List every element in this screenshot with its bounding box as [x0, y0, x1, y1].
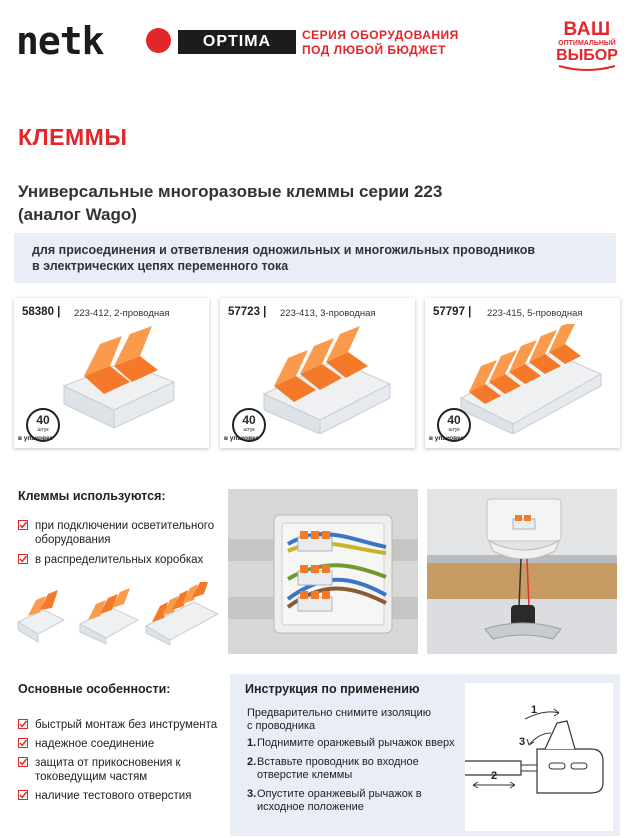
junction-box-photo	[228, 489, 418, 654]
list-item	[18, 737, 218, 751]
list-item	[18, 789, 218, 803]
badge-underline-icon	[553, 64, 621, 72]
list-item-text: при подключении осветительного оборудования	[35, 520, 215, 546]
product-desc: 223-413, 3-проводная	[280, 308, 376, 319]
purpose-text	[32, 242, 602, 274]
list-item	[18, 718, 218, 732]
instructions-steps	[247, 737, 457, 820]
step-number: 3.	[247, 788, 257, 800]
instruction-step	[247, 737, 457, 750]
badge-line-1: ВАШ	[563, 19, 611, 40]
list-item-text: наличие тестового отверстия	[35, 790, 192, 802]
brand-sublogo: OPTIMA	[178, 30, 296, 54]
instructions-title: Инструкция по применению	[245, 682, 420, 696]
purpose-line-2: в электрических цепях переменного тока	[32, 259, 289, 273]
terminal-2wire-image	[44, 324, 194, 434]
pack-count: 40	[36, 413, 50, 427]
list-item-text: надежное соединение	[35, 738, 155, 750]
pack-unit: штук	[37, 427, 49, 433]
list-item	[18, 756, 218, 784]
check-icon	[18, 520, 28, 530]
list-item-text: в распределительных коробках	[35, 554, 204, 566]
subtitle-line-2: (аналог Wago)	[18, 205, 137, 224]
features-list	[18, 718, 218, 808]
step-text: Вставьте проводник во входное отверстие клеммы	[257, 756, 419, 781]
instructions-intro: Предварительно снимите изоляцию с проводника	[247, 707, 432, 732]
list-item	[18, 553, 218, 567]
badge-line-2: ОПТИМАЛЬНЫЙ	[558, 40, 616, 47]
subtitle-line-1: Универсальные многоразовые клеммы серии 223	[18, 182, 443, 201]
logo-dot-icon	[146, 28, 171, 53]
uses-list	[18, 519, 218, 573]
pack-unit: штук	[243, 427, 255, 433]
check-icon	[18, 790, 28, 800]
check-icon	[18, 719, 28, 729]
product-card-2wire	[14, 298, 209, 448]
diagram-label-1: 1	[531, 704, 538, 716]
terminals-group-image	[14, 582, 220, 646]
pack-label: в упаковке	[429, 435, 464, 442]
purpose-line-1: для присоединения и ответвления одножильных и многожильных проводников	[32, 243, 536, 257]
product-code: 57723 |	[228, 306, 267, 318]
pack-count: 40	[242, 413, 256, 427]
diagram-label-3: 3	[519, 736, 526, 748]
check-icon	[18, 757, 28, 767]
tagline-line-1: СЕРИЯ ОБОРУДОВАНИЯ	[302, 28, 459, 42]
pack-label: в упаковке	[224, 435, 259, 442]
brand-tagline	[302, 28, 459, 58]
pack-count: 40	[447, 413, 461, 427]
check-icon	[18, 738, 28, 748]
step-number: 2.	[247, 756, 257, 768]
step-text: Поднимите оранжевый рычажок вверх	[257, 737, 455, 749]
badge-line-3: ВЫБОР	[556, 47, 618, 64]
product-card-3wire	[220, 298, 415, 448]
instruction-step	[247, 788, 457, 814]
product-code: 58380 |	[22, 306, 61, 318]
instruction-diagram	[465, 683, 613, 831]
ceiling-lamp-photo	[427, 489, 617, 654]
step-text: Опустите оранжевый рычажок в исходное положение	[257, 788, 422, 813]
pack-unit: штук	[448, 427, 460, 433]
optimal-choice-badge	[553, 20, 621, 78]
instruction-step	[247, 756, 457, 782]
check-icon	[18, 554, 28, 564]
product-card-5wire	[425, 298, 620, 448]
step-number: 1.	[247, 737, 257, 749]
list-item	[18, 519, 218, 547]
product-code: 57797 |	[433, 306, 472, 318]
list-item-text: быстрый монтаж без инструмента	[35, 719, 218, 731]
pack-label: в упаковке	[18, 435, 53, 442]
list-item-text: защита от прикосновения к токоведущим частям	[35, 757, 181, 783]
product-desc: 223-412, 2-проводная	[74, 308, 170, 319]
features-title: Основные особенности:	[18, 682, 171, 696]
brand-logo: netk	[16, 19, 104, 63]
uses-title: Клеммы используются:	[18, 489, 166, 503]
terminal-3wire-image	[250, 324, 400, 434]
tagline-line-2: ПОД ЛЮБОЙ БЮДЖЕТ	[302, 43, 446, 57]
terminal-5wire-image	[455, 324, 605, 434]
product-desc: 223-415, 5-проводная	[487, 308, 583, 319]
diagram-label-2: 2	[491, 770, 498, 782]
page-subtitle	[18, 180, 442, 226]
page-title: КЛЕММЫ	[18, 124, 128, 150]
